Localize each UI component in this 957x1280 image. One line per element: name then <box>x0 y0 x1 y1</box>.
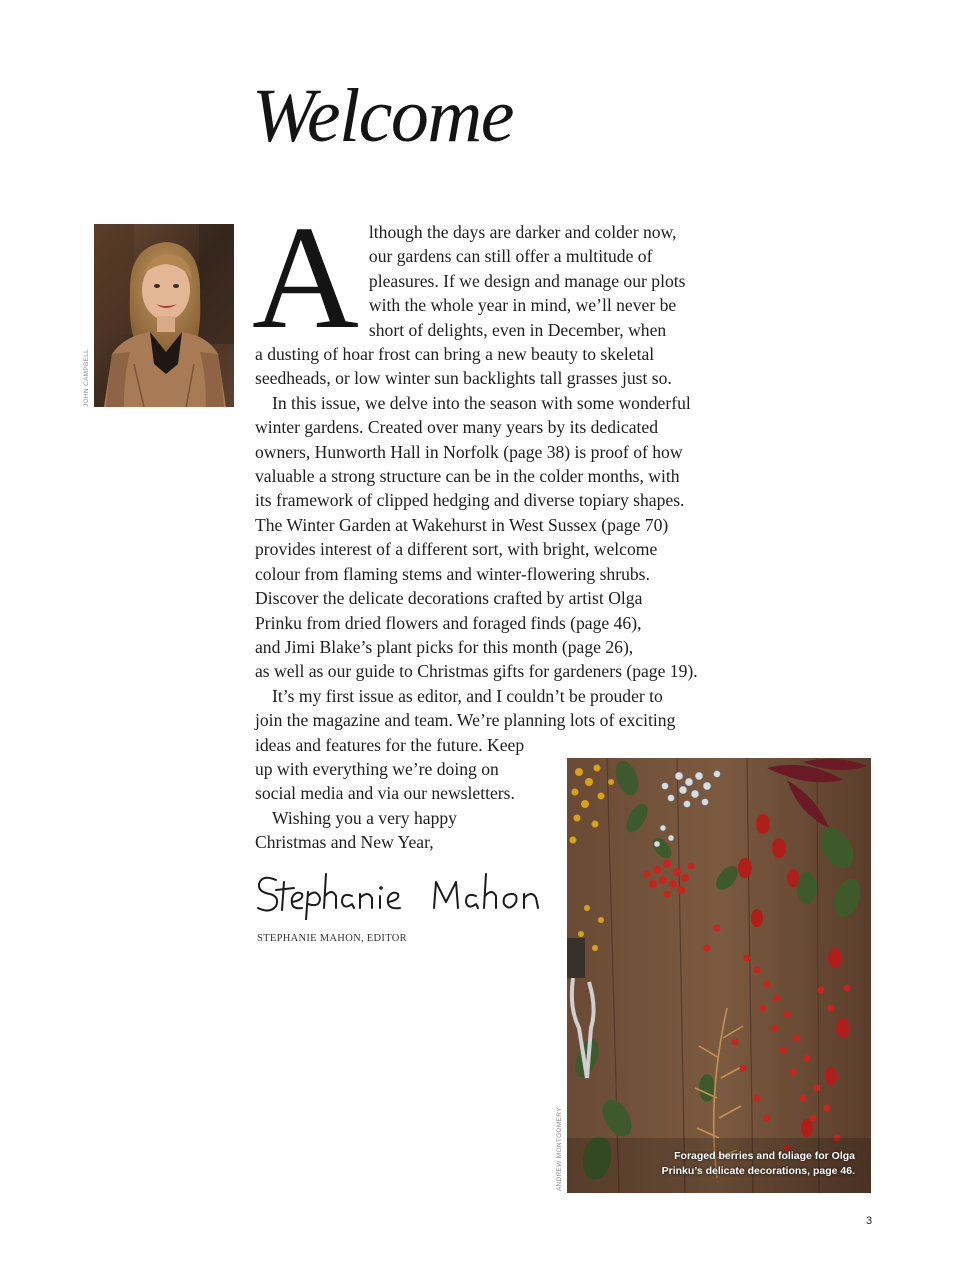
text-line: owners, Hunworth Hall in Norfolk (page 38) is proof of how <box>255 441 683 462</box>
editor-signoff: STEPHANIE MAHON, EDITOR <box>257 933 407 944</box>
text-line: ideas and features for the future. Keep <box>255 734 525 755</box>
text-line: join the magazine and team. We’re planning lots of exciting <box>255 710 676 731</box>
text-line: Christmas and New Year, <box>255 832 434 853</box>
text-line: winter gardens. Created over many years by its dedicated <box>255 417 659 438</box>
text-line: seedheads, or low winter sun backlights tall grasses just so. <box>255 368 672 389</box>
text-line: social media and via our newsletters. <box>255 783 515 804</box>
text-line: our gardens can still offer a multitude of <box>368 246 653 267</box>
drop-cap: A <box>252 196 359 360</box>
portrait-credit: JOHN CAMPBELL <box>83 348 90 407</box>
text-line: short of delights, even in December, when <box>368 319 667 340</box>
photo-credit: ANDREW MONTGOMERY <box>556 1107 563 1191</box>
text-line: lthough the days are darker and colder now, <box>368 222 677 242</box>
text-line: Discover the delicate decorations crafted by artist Olga <box>255 588 643 609</box>
text-line: Wishing you a very happy <box>272 807 457 828</box>
text-line: pleasures. If we design and manage our plots <box>368 270 686 291</box>
editor-signature <box>254 868 546 920</box>
text-line: with the whole year in mind, we’ll never be <box>368 295 677 316</box>
text-line: valuable a strong structure can be in the colder months, with <box>255 466 680 487</box>
page-title: Welcome <box>252 74 514 158</box>
editor-portrait <box>94 224 234 407</box>
text-line: a dusting of hoar frost can bring a new beauty to skeletal <box>255 344 655 365</box>
caption-line: Prinku’s delicate decorations, page 46. <box>661 1165 855 1177</box>
berries-photo <box>567 758 871 1193</box>
photo-caption <box>662 1149 855 1179</box>
text-line: and Jimi Blake’s plant picks for this month (page 26), <box>255 636 634 657</box>
page-number: 3 <box>866 1215 873 1227</box>
text-line: In this issue, we delve into the season with some wonderful <box>272 392 691 413</box>
text-line: Prinku from dried flowers and foraged finds (page 46), <box>255 612 642 633</box>
text-line: colour from flaming stems and winter-flowering shrubs. <box>255 563 650 584</box>
text-line: The Winter Garden at Wakehurst in West Sussex (page 70) <box>255 514 669 535</box>
text-line: its framework of clipped hedging and diverse topiary shapes. <box>255 490 685 511</box>
paragraph-2 <box>255 391 700 684</box>
caption-line: Foraged berries and foliage for Olga <box>674 1150 855 1162</box>
text-line: as well as our guide to Christmas gifts for gardeners (page 19). <box>255 661 698 682</box>
paragraph-1 <box>252 196 700 391</box>
text-line: up with everything we’re doing on <box>255 758 499 779</box>
text-line: It’s my first issue as editor, and I couldn’t be prouder to <box>272 685 663 706</box>
text-line: provides interest of a different sort, with bright, welcome <box>255 539 658 560</box>
